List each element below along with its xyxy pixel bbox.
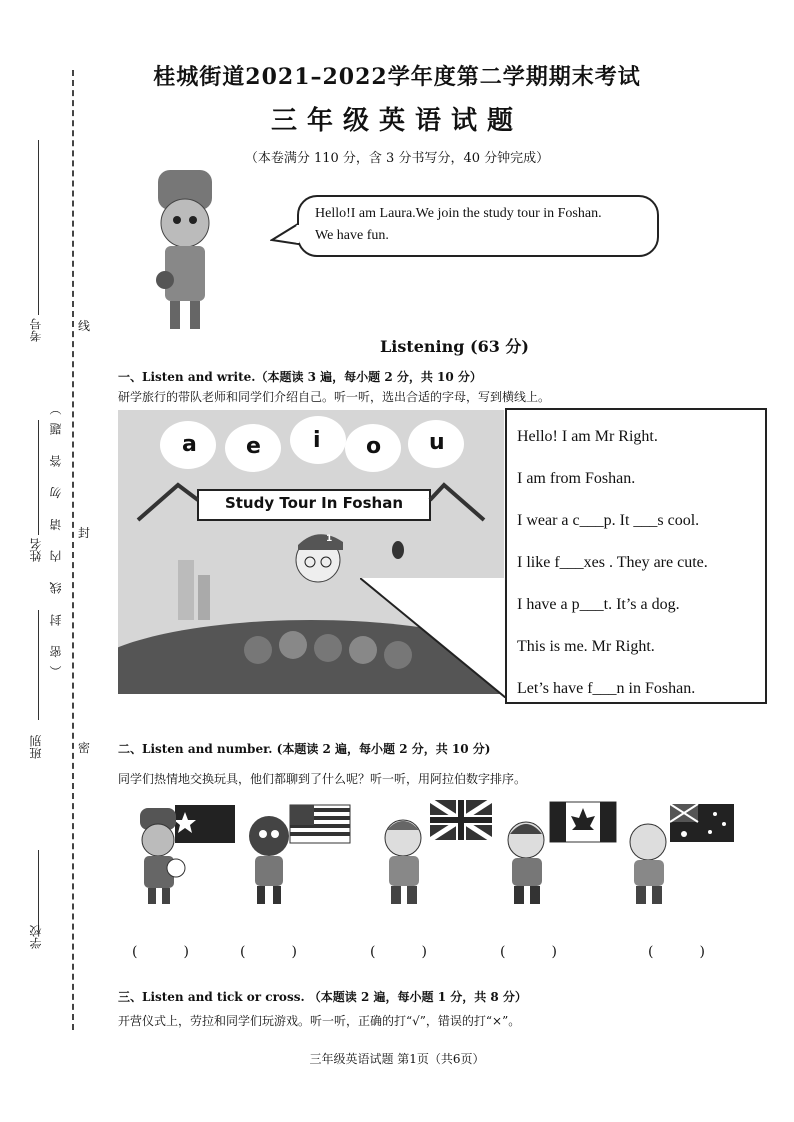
- section3-heading: 三、Listen and tick or cross. （本题读 2 遍，每小题 1 分，共 8 分）: [118, 990, 527, 1004]
- name-line: [38, 420, 39, 535]
- section1-heading: 一、Listen and write.（本题读 3 遍，每小题 2 分，共 10 分）: [118, 370, 482, 384]
- answer-slot-1[interactable]: ( ): [132, 944, 189, 960]
- kid-uk-flag-image: [375, 800, 495, 910]
- laura-character-image: [140, 168, 230, 338]
- seal-feng: 封: [77, 526, 90, 540]
- mr-right-textbox: [505, 408, 767, 704]
- letter-u: u: [429, 430, 445, 455]
- speech-bubble: [297, 195, 659, 257]
- name-label: 姓名: [29, 538, 43, 562]
- bubble-tail: [270, 222, 300, 248]
- class-line: [38, 610, 39, 720]
- answer-slot-3[interactable]: ( ): [370, 944, 427, 960]
- seal-xian: 线: [77, 319, 90, 333]
- exam-no-label: 考号: [29, 318, 43, 342]
- answer-slot-4[interactable]: ( ): [500, 944, 557, 960]
- kid-china-flag-image: [130, 800, 240, 910]
- letter-i: i: [313, 428, 321, 453]
- page-footer: 三年级英语试题 第1页（共6页）: [309, 1052, 485, 1066]
- section3-instruction: 开营仪式上，劳拉和同学们玩游戏。听一听，正确的打“√”，错误的打“×”。: [118, 1014, 521, 1028]
- seal-warning: （密 封 线 内 请 勿 答 题）: [49, 395, 63, 678]
- letter-a: a: [182, 432, 197, 457]
- seal-mi: 密: [77, 741, 90, 755]
- text-line-5: I have a p___t. It’s a dog.: [517, 596, 680, 613]
- section1-instruction: 研学旅行的带队老师和同学们介绍自己。听一听，选出合适的字母，写到横线上。: [118, 390, 551, 404]
- section2-instruction: 同学们热情地交换玩具，他们都聊到了什么呢？听一听，用阿拉伯数字排序。: [118, 772, 527, 786]
- text-line-4: I like f___xes . They are cute.: [517, 554, 708, 571]
- text-line-2: I am from Foshan.: [517, 470, 636, 487]
- study-tour-banner: Study Tour In Foshan: [224, 494, 404, 512]
- kid-canada-flag-image: [500, 800, 620, 910]
- section2-heading: 二、Listen and number. (本题读 2 遍，每小题 2 分，共 10 分): [118, 742, 491, 756]
- pointer-callout: [360, 578, 510, 698]
- text-line-3: I wear a c___p. It ___s cool.: [517, 512, 700, 529]
- seal-dashed-line: [72, 70, 74, 1030]
- class-label: 班别: [29, 735, 43, 759]
- answer-slot-2[interactable]: ( ): [240, 944, 297, 960]
- school-label: 学校: [29, 925, 43, 949]
- text-line-7: Let’s have f___n in Foshan.: [517, 680, 696, 697]
- text-line-6: This is me. Mr Right.: [517, 638, 655, 655]
- exam-no-line: [38, 140, 39, 315]
- kid-usa-flag-image: [235, 800, 355, 910]
- answer-slot-5[interactable]: ( ): [648, 944, 705, 960]
- school-line: [38, 850, 39, 930]
- letter-e: e: [246, 434, 261, 459]
- kid-australia-flag-image: [620, 800, 740, 910]
- letter-o: o: [366, 434, 382, 459]
- exam-title: 桂城街道2021–2022学年度第二学期期末考试: [153, 64, 641, 90]
- bubble-line-1: Hello!I am Laura.We join the study tour in Foshan.: [315, 206, 602, 221]
- vowel-letters: [118, 428, 504, 468]
- text-line-1: Hello! I am Mr Right.: [517, 428, 658, 445]
- exam-subtitle: 三年级英语试题: [270, 106, 523, 136]
- bubble-line-2: We have fun.: [315, 228, 389, 243]
- cap-number: 1: [326, 534, 333, 544]
- exam-note: （本卷满分 110 分，含 3 分书写分，40 分钟完成）: [244, 151, 550, 166]
- listening-title: Listening (63 分): [380, 337, 529, 356]
